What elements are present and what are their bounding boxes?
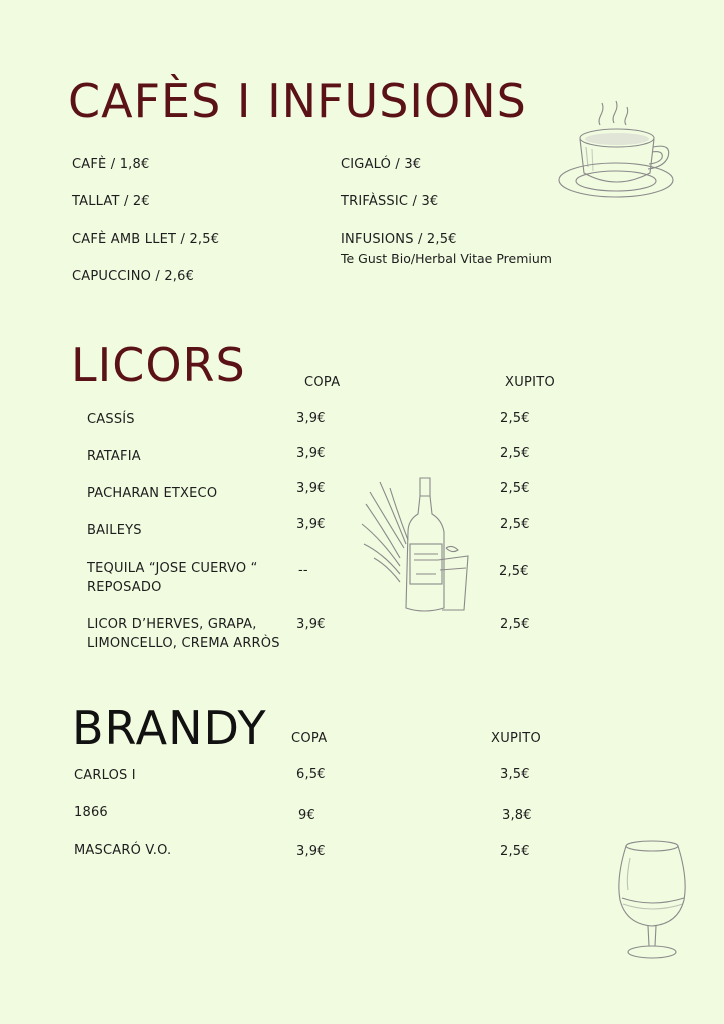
- licor-row-xupito: 2,5€: [500, 446, 530, 461]
- licor-row-xupito: 2,5€: [500, 411, 530, 426]
- licor-row-name: RATAFIA: [87, 449, 141, 464]
- trifassic-item: TRIFÀSSIC / 3€: [341, 194, 439, 209]
- tequila-bottle-icon: [360, 474, 472, 616]
- licor-row-name-line2: REPOSADO: [87, 580, 162, 595]
- licor-row-copa: 3,9€: [296, 517, 326, 532]
- cigalo-item: CIGALÓ / 3€: [341, 157, 422, 172]
- licors-col-copa: COPA: [304, 375, 341, 390]
- infusions-item: INFUSIONS / 2,5€: [341, 232, 457, 247]
- brandy-row-copa: 3,9€: [296, 844, 326, 859]
- capuccino-item: CAPUCCINO / 2,6€: [72, 269, 195, 284]
- cafe-amb-llet-item: CAFÈ AMB LLET / 2,5€: [72, 232, 220, 247]
- licors-col-xupito: XUPITO: [505, 375, 556, 390]
- licor-row-name: TEQUILA “JOSE CUERVO “: [87, 561, 258, 576]
- licor-row-name: BAILEYS: [87, 523, 142, 538]
- brandy-row-name: CARLOS I: [74, 768, 136, 783]
- cafe-item: CAFÈ / 1,8€: [72, 157, 150, 172]
- licor-row-copa: 3,9€: [296, 617, 326, 632]
- licor-row-xupito: 2,5€: [500, 517, 530, 532]
- infusions-note: Te Gust Bio/Herbal Vitae Premium: [341, 251, 552, 266]
- brandy-row-copa: 9€: [298, 808, 315, 823]
- brandy-row-xupito: 3,8€: [502, 808, 532, 823]
- tallat-item: TALLAT / 2€: [72, 194, 150, 209]
- licor-row-name: LICOR D’HERVES, GRAPA,: [87, 617, 257, 632]
- brandy-glass-icon: [614, 838, 690, 964]
- licor-row-xupito: 2,5€: [500, 617, 530, 632]
- brandy-col-copa: COPA: [291, 731, 328, 746]
- licor-row-name-line2: LIMONCELLO, CREMA ARRÒS: [87, 636, 280, 651]
- licor-row-name: PACHARAN ETXECO: [87, 486, 218, 501]
- brandy-row-name: 1866: [74, 805, 108, 820]
- licor-row-copa: 3,9€: [296, 481, 326, 496]
- coffee-cup-icon: [556, 95, 680, 213]
- licor-row-copa: --: [298, 563, 308, 578]
- cafes-title: CAFÈS I INFUSIONS: [68, 74, 527, 128]
- licor-row-copa: 3,9€: [296, 411, 326, 426]
- brandy-row-copa: 6,5€: [296, 767, 326, 782]
- brandy-row-name: MASCARÓ V.O.: [74, 843, 172, 858]
- licor-row-xupito: 2,5€: [500, 481, 530, 496]
- licor-row-name: CASSÍS: [87, 412, 135, 427]
- brandy-row-xupito: 2,5€: [500, 844, 530, 859]
- brandy-title: BRANDY: [72, 701, 267, 755]
- brandy-col-xupito: XUPITO: [491, 731, 542, 746]
- licor-row-copa: 3,9€: [296, 446, 326, 461]
- brandy-row-xupito: 3,5€: [500, 767, 530, 782]
- licors-title: LICORS: [71, 338, 246, 392]
- licor-row-xupito: 2,5€: [499, 564, 529, 579]
